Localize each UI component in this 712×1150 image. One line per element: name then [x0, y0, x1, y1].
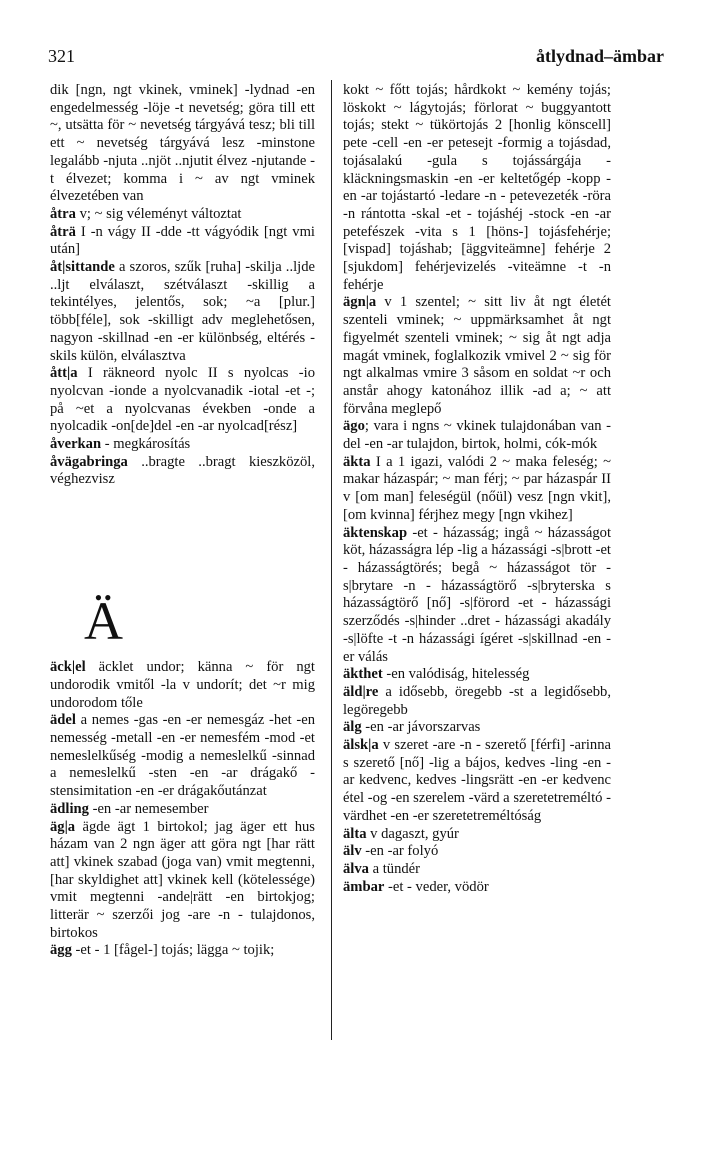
entry-text: ägde ägt 1 birtokol; jag äger ett hus házam van 2 ngn äger att göra ngt [har rätt att] vkinek szabad (joga van) vmit megtenni, [har skyldighet att] vkinek kell (kötelessége) vmit megtenni -ande|rätt -en birtokjog; litterär ~ szerzői jog -are -n - tulajdonos, birtokos: [50, 818, 315, 941]
dictionary-entry: [343, 719, 611, 737]
dictionary-entry: [343, 826, 611, 844]
headword: åtra: [50, 205, 76, 222]
dictionary-entry: [343, 418, 611, 453]
left-bottom-entries: [50, 659, 315, 960]
dictionary-entry: [50, 206, 315, 224]
dictionary-entry: [343, 666, 611, 684]
headword: ädel: [50, 712, 76, 729]
entry-text: - megkárosítás: [101, 436, 191, 453]
headword: älta: [343, 825, 367, 842]
left-column: [50, 82, 315, 960]
entry-text: v szeret -are -n - szerető [férfi] -arinna s szerető [nő] -lig a bájos, kedves -ling -en -ar kedvenc, kedves -lingsrätt -en -er kedvenc étel -og -en szerelem -värd a szeretetreméltó -värdhet -en -er szeretetreméltóság: [343, 737, 611, 824]
headword: äld|re: [343, 683, 379, 700]
entry-text: -en -ar nemesember: [88, 800, 209, 817]
headword: äkta: [343, 453, 371, 470]
headword: älva: [343, 860, 369, 877]
headword: ått|a: [50, 365, 78, 382]
page-header: [48, 46, 664, 70]
dictionary-entry: [50, 454, 315, 489]
entry-text: v dagaszt, gyúr: [366, 825, 459, 842]
entry-text: v; ~ sig véleményt változtat: [75, 205, 242, 222]
dictionary-entry: [343, 737, 611, 826]
dictionary-entry: [343, 684, 611, 719]
headword: ämbar: [343, 878, 385, 895]
entry-text: I a 1 igazi, valódi 2 ~ maka feleség; ~ makar házaspár; ~ man férj; ~ par házaspár II v [om man] feleségül (nőül) vesz [ngn vkit], [om kvinna] férjhez megy [ngn vkihez]: [343, 453, 611, 523]
entry-text: a idősebb, öregebb -st a legidősebb, legöregebb: [343, 683, 611, 718]
section-letter-block: [50, 489, 315, 659]
dictionary-entry: [50, 819, 315, 943]
dictionary-entry: [343, 861, 611, 879]
entry-text: v 1 szentel; ~ sitt liv åt ngt életét szenteli vminek; ~ uppmärksamhet åt ngt figyelmét szenteli vminek; ~ sig åt ngt adja magát vminek, foglalkozik vmivel 2 ~ sig för ngt alkalmas vmire 3 såsom en soldat ~r och anstår ahogy katonához illik -ad a; ~ att förvåna meglepő: [343, 294, 611, 417]
entry-text: ..bragte ..bragt kieszközöl, véghezvisz: [50, 453, 315, 488]
entry-text: a nemes -gas -en -er nemesgáz -het -en nemesség -metall -en -er nemesfém -mod -et nemeslelkűség -modig a nemeslelkű -sinnad a nemeslelkű -sten -en -ar drágakő -stensimitation -en -er drágakőutánzat: [50, 712, 315, 800]
headword: älsk|a: [343, 737, 379, 754]
headword: äg|a: [50, 818, 76, 835]
headword: åt|sittande: [50, 259, 115, 276]
entry-text: I -n vágy II -dde -tt vágyódik [ngt vmi után]: [50, 223, 315, 258]
right-entries: [343, 82, 611, 896]
dictionary-entry: [50, 942, 315, 960]
dictionary-entry: [50, 259, 315, 365]
entry-text: -et - házasság; ingå ~ házasságot köt, házasságra lép -lig a házassági -s|brott -et - házasságtörés; begå ~ házasságot tör -s|brytare -n - házasságtörő -s|bryterska s házasságtörő [nő] -s|förord -et - házassági szerződés -s|hinder ..dret - házassági akadály -s|löfte -t -n házassági ígéret -s|skillnad -en -er válás: [343, 524, 611, 665]
dictionary-entry: [50, 82, 315, 206]
dictionary-entry: [50, 224, 315, 259]
headword: äck|el: [50, 659, 86, 676]
entry-text: kokt ~ főtt tojás; hårdkokt ~ kemény tojás; löskokt ~ lágytojás; förlorat ~ buggyantott tojás; stekt ~ tükörtojás 2 [honlig könscell] pete -cell -en -er petesejt -formig a tojásdad, tojásalakú -gula s tojássárgája -kläckningsmaskin -en -er keltetőgép -kopp -en -ar tojástartó -ledare -n - petevezeték -röra -n rántotta -skal -et - tojáshéj -stock -en -ar petefészek -vita s 1 [höns-] tojásfehérje; [vispad] tojáshab; [äggviteämne] fehérje 2 [sjukdom] fehérjevizelés -viteämne -t -n fehérje: [343, 82, 611, 293]
column-divider: [331, 80, 332, 1040]
entry-text: -en -ar jávorszarvas: [361, 719, 481, 736]
entry-text: -et - veder, vödör: [384, 878, 489, 895]
entry-text: äcklet undor; känna ~ för ngt undorodik vmitől -la v undorít; det ~r mig undorodom tőle: [50, 659, 315, 711]
dictionary-entry: [343, 294, 611, 418]
dictionary-entry: [343, 525, 611, 667]
dictionary-entry: [50, 801, 315, 819]
entry-text: a tündér: [368, 860, 421, 877]
dictionary-entry: [50, 436, 315, 454]
dictionary-entry: [50, 365, 315, 436]
entry-text: I räkneord nyolc II s nyolcas -io nyolcvan -ionde a nyolcvanadik -iotal -et -; på ~et a nyolcvanas években -onde a nyolcadik -on[de]del -en -ar nyolcad[rész]: [50, 365, 315, 435]
running-head: åtlydnad–ämbar: [535, 46, 664, 66]
headword: åvägabringa: [50, 453, 128, 470]
entry-text: a szoros, szűk [ruha] -skilja ..ljde ..ljt elválaszt, szétválaszt -skillig a tekintélyes, jelentős, sok; ~a [plur.] több[féle], sok -skilligt adv meglehetősen, nagyon -skillnad -en -er különbség, eltérés -skils külön, elválasztva: [50, 259, 315, 364]
headword: åverkan: [50, 436, 102, 453]
headword: äktenskap: [343, 524, 408, 541]
headword: åträ: [50, 223, 76, 240]
page-number: 321: [48, 46, 75, 66]
entry-text: dik [ngn, ngt vkinek, vminek] -lydnad -en engedelmesség -löje -t nevetség; göra till ett ~, utsätta för ~ nevetség tárgyává tesz; bli till ett ~ nevetség tárgyává lesz -minstone legalább -njuta ..njöt ..njutit élvez -njutande -t élvezet; komma i ~ av ngt vminek élvezetében van: [50, 82, 315, 205]
entry-text: -et - 1 [fågel-] tojás; lägga ~ tojik;: [71, 942, 275, 959]
section-letter: Ä: [84, 591, 123, 652]
entry-text: ; vara i ngns ~ vkinek tulajdonában van -del -en -ar tulajdon, birtok, holmi, cók-mók: [343, 418, 611, 453]
headword: äkthet: [343, 666, 383, 683]
entry-text: -en valódiság, hitelesség: [382, 666, 530, 683]
headword: ägn|a: [343, 294, 377, 311]
dictionary-entry: [343, 843, 611, 861]
headword: älg: [343, 719, 362, 736]
dictionary-entry: [50, 659, 315, 712]
headword: ädling: [50, 800, 89, 817]
dictionary-entry: [343, 879, 611, 897]
dictionary-entry: [343, 454, 611, 525]
headword: ägg: [50, 942, 72, 959]
headword: älv: [343, 843, 362, 860]
left-top-entries: [50, 82, 315, 489]
headword: ägo: [343, 418, 365, 435]
right-column: [343, 82, 611, 896]
dictionary-entry: [50, 712, 315, 801]
entry-text: -en -ar folyó: [361, 843, 439, 860]
dictionary-entry: [343, 82, 611, 294]
